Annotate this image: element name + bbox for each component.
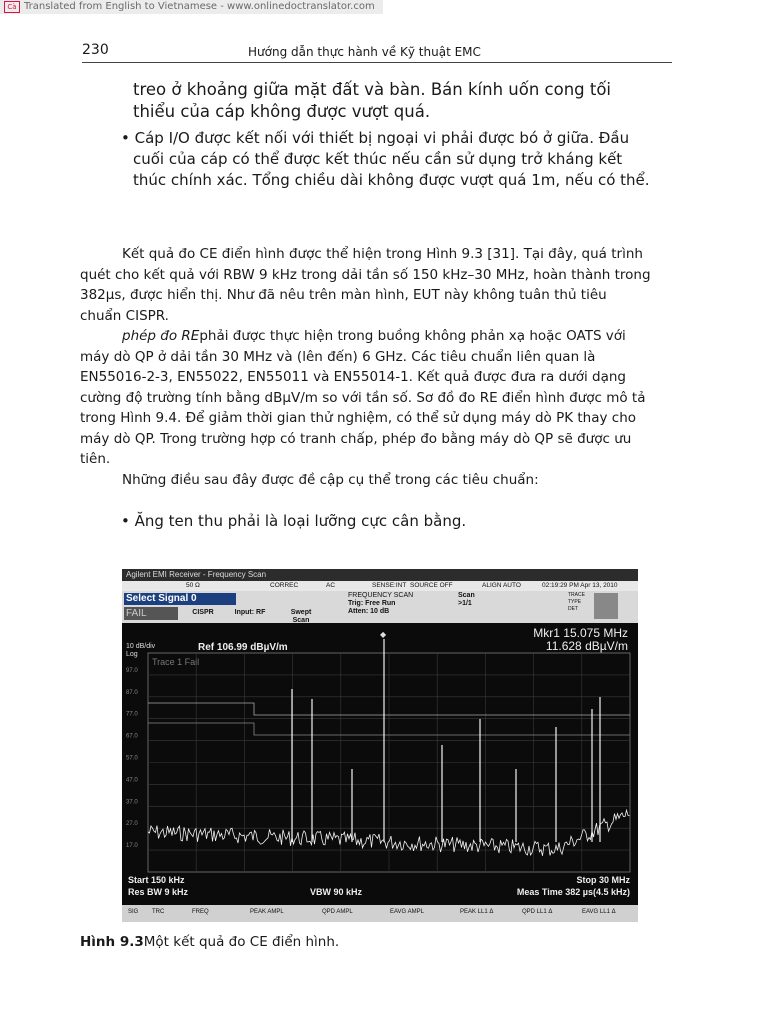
y-tick-label: 97.0	[126, 667, 138, 674]
text-line: treo ở khoảng giữa mặt đất và bàn. Bán kính uốn cong tối	[133, 80, 612, 99]
start-frequency: Start 150 kHz	[128, 875, 185, 885]
paragraph-line: EN55016-2-3, EN55022, EN55011 và EN55014-1. Kết quả được đưa ra dưới dạng	[80, 369, 626, 385]
figure-caption: Hình 9.3Một kết quả đo CE điển hình.	[80, 934, 340, 950]
paragraph-line: cường độ trường tính bằng dBµV/m so với tần số. Sơ đồ đo RE điển hình được mô tả	[80, 389, 646, 406]
text-line: thiểu của cáp không được vượt quá.	[133, 102, 431, 121]
bullet-item: thúc chính xác. Tổng chiều dài không được vượt quá 1m, nếu có thể.	[133, 171, 650, 189]
measurement-time: Meas Time 382 µs(4.5 kHz)	[516, 887, 630, 897]
window-title: Agilent EMI Receiver - Frequency Scan	[122, 569, 638, 581]
scale-label: 10 dB/div Log	[126, 643, 156, 658]
softkey-swept: Swept Scan	[290, 609, 312, 624]
page-header	[82, 42, 672, 63]
spectrum-plot	[122, 569, 638, 922]
paragraph-line: 382µs, được hiển thị. Như đã nêu trên màn hình, EUT này không tuân thủ tiêu	[80, 287, 607, 303]
banner-text[interactable]: Translated from English to Vietnamese - www.onlinedoctranslator.com	[24, 1, 375, 12]
paragraph-line: tiên.	[80, 451, 111, 467]
bullet-item: • Cáp I/O được kết nối với thiết bị ngoại vi phải được bó ở giữa. Đầu	[121, 129, 630, 147]
video-bandwidth: VBW 90 kHz	[310, 887, 363, 897]
softkey-input: Input: RF	[234, 609, 266, 616]
bullet-item: • Ăng ten thu phải là loại lưỡng cực cân bằng.	[121, 512, 467, 530]
bullet-item: cuối của cáp có thể được kết thúc nếu cần sử dụng trở kháng kết	[133, 150, 623, 168]
running-title: Hướng dẫn thực hành về Kỹ thuật EMC	[248, 45, 481, 59]
trace-fail-label: Trace 1 Fail	[152, 657, 200, 667]
paragraph-line: chuẩn CISPR.	[80, 307, 169, 324]
translator-logo-icon: Cà	[4, 1, 20, 13]
scan-info: FREQUENCY SCAN Trig: Free Run Atten: 10 dB	[348, 592, 414, 615]
y-tick-label: 87.0	[126, 689, 138, 696]
y-tick-label: 77.0	[126, 711, 138, 718]
italic-term: phép đo RE	[122, 328, 200, 344]
paragraph-line: máy dò QP ở dải tần 30 MHz và (lên đến) 6 GHz. Các tiêu chuẩn liên quan là	[80, 348, 596, 365]
y-tick-label: 17.0	[126, 843, 138, 850]
paragraph-line: phép đo REphải được thực hiện trong buồng không phản xạ hoặc OATS với	[122, 328, 626, 344]
paragraph-line: quét cho kết quả với RBW 9 kHz trong dải tần số 150 kHz–30 MHz, hoàn thành trong	[80, 266, 651, 283]
select-signal-label: Select Signal 0	[124, 593, 236, 605]
marker-icon: ◆	[380, 630, 387, 639]
marker-readout: Mkr1 15.075 MHz 11.628 dBµV/m	[533, 626, 628, 653]
y-tick-label: 47.0	[126, 777, 138, 784]
paragraph-line: máy dò QP. Trong trường hợp có tranh chấp, phép đo bằng máy dò QP sẽ được ưu	[80, 430, 632, 447]
translation-banner[interactable]	[0, 0, 383, 14]
fail-badge: FAIL	[124, 607, 178, 620]
stop-frequency: Stop 30 MHz	[576, 875, 630, 885]
paragraph-line: Những điều sau đây được đề cập cụ thể trong các tiêu chuẩn:	[122, 472, 539, 488]
y-tick-label: 37.0	[126, 799, 138, 806]
softkey-cispr: CISPR	[192, 609, 214, 616]
scan-count: Scan >1/1	[458, 592, 475, 607]
marker-table-header: SIG TRC FREQ PEAK AMPL QPD AMPL EAVG AMPL PEAK LL1 Δ QPD LL1 Δ EAVG LL1 Δ	[122, 905, 638, 922]
status-bar: 50 Ω CORREC AC SENSE:INT SOURCE OFF ALIGN AUTO 02:19:29 PM Apr 13, 2010	[122, 581, 638, 591]
y-tick-label: 67.0	[126, 733, 138, 740]
y-tick-label: 27.0	[126, 821, 138, 828]
paragraph-line: trong Hình 9.4. Để giảm thời gian thử nghiệm, có thể sử dụng máy dò PK thay cho	[80, 410, 637, 426]
emi-receiver-screenshot	[122, 569, 638, 922]
y-tick-label: 57.0	[126, 755, 138, 762]
trace-type-labels: TRACE TYPE DET	[568, 592, 585, 612]
resolution-bandwidth: Res BW 9 kHz	[128, 887, 189, 897]
page-number: 230	[82, 42, 109, 58]
reference-level: Ref 106.99 dBµV/m	[198, 642, 288, 653]
paragraph-line: Kết quả đo CE điển hình được thể hiện trong Hình 9.3 [31]. Tại đây, quá trình	[122, 246, 643, 262]
